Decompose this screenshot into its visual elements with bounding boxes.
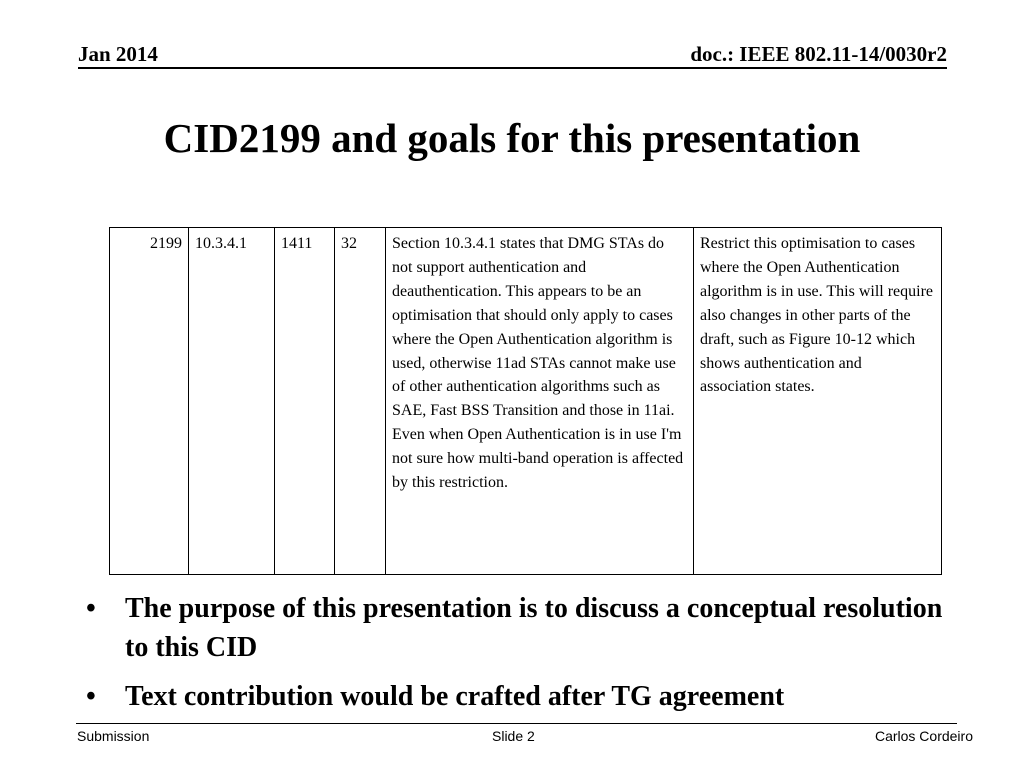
header-date: Jan 2014 <box>78 42 158 66</box>
header-rule <box>78 67 947 69</box>
comment-cell: Section 10.3.4.1 states that DMG STAs do not support authentication and deauthentication. This appears to be an optimisation that should only apply to cases where the Open Authentication algorithm is used, otherwise 11ad STAs cannot make use of other authentication algorithms such as SAE, Fast BSS Transition and those in 11ai. Even when Open Authentication is in use I'm not sure how multi-band operation is affected by this restriction. <box>386 228 694 575</box>
bullet-text: The purpose of this presentation is to discuss a conceptual resolution to this CID <box>125 593 943 663</box>
line-cell: 32 <box>335 228 386 575</box>
proposed-change-cell: Restrict this optimisation to cases where the Open Authentication algorithm is in use. This will require also changes in other parts of the draft, such as Figure 10-12 which shows authentication and association states. <box>694 228 942 575</box>
bullet-icon: • <box>86 681 96 712</box>
cid-cell: 2199 <box>110 228 189 575</box>
footer-author: Carlos Cordeiro <box>874 728 973 744</box>
footer-submission: Submission <box>77 728 150 744</box>
bullet-icon: • <box>86 593 96 624</box>
list-item <box>86 589 966 667</box>
bullet-text: Text contribution would be crafted after TG agreement <box>125 681 785 712</box>
header-doc-id: doc.: IEEE 802.11-14/0030r2 <box>690 42 947 66</box>
bullet-list <box>86 589 966 726</box>
comment-table <box>109 227 942 575</box>
clause-cell: 10.3.4.1 <box>189 228 275 575</box>
table-row <box>110 228 942 575</box>
slide-title: CID2199 and goals for this presentation <box>163 115 861 161</box>
footer-slide-number: Slide 2 <box>492 728 535 744</box>
footer-rule <box>76 723 957 724</box>
page-cell: 1411 <box>275 228 335 575</box>
list-item <box>86 677 966 716</box>
